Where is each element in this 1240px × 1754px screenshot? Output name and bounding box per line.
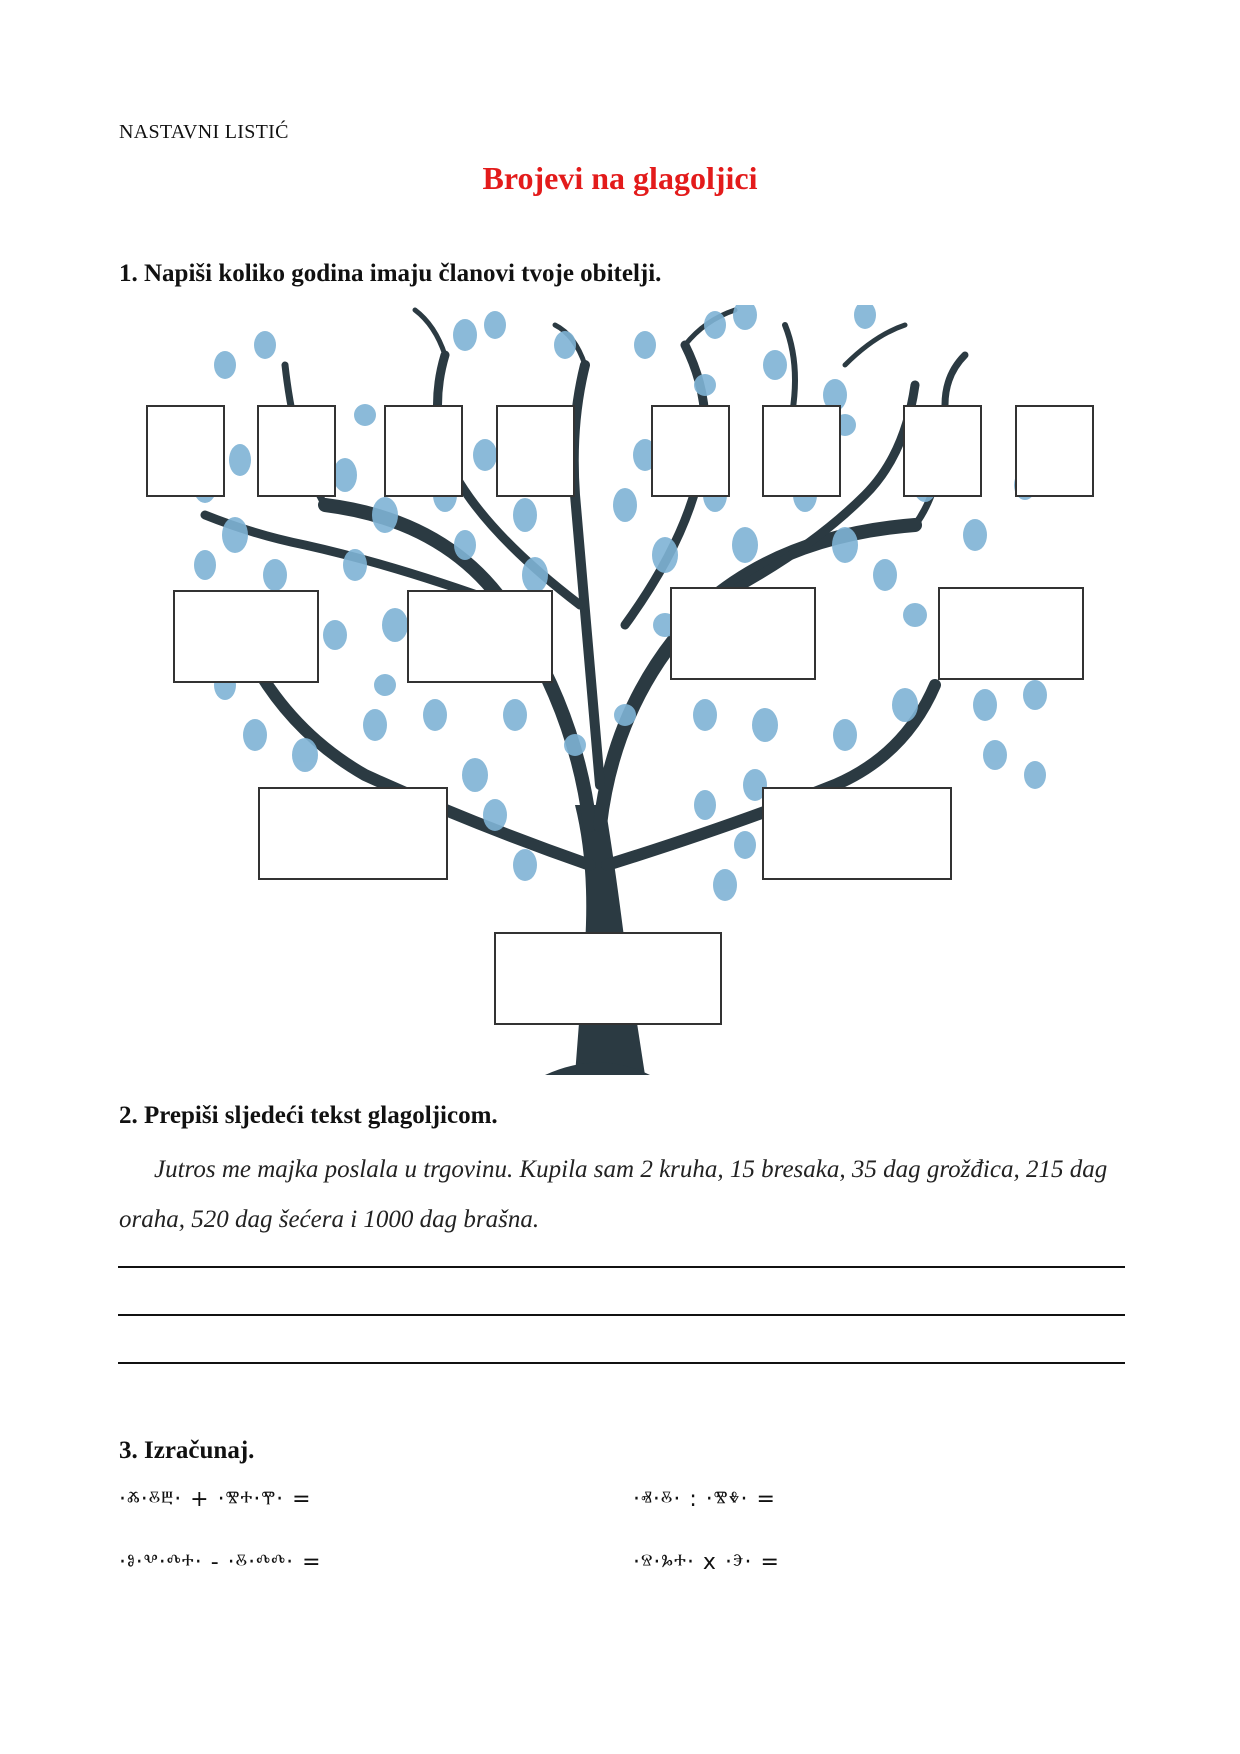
writing-line-1[interactable]: [118, 1266, 1125, 1268]
worksheet-header: NASTAVNI LISTIĆ: [119, 121, 289, 143]
question-1: 1. Napiši koliko godina imaju članovi tvoje obitelji.: [119, 260, 662, 287]
exercise-2: ·ⱏ·ⰻ· : ·ⰺⰷ· =: [633, 1487, 776, 1512]
question-2: 2. Prepiši sljedeći tekst glagoljicom.: [119, 1102, 498, 1129]
tree-box-grandparent-4[interactable]: [938, 587, 1084, 680]
question-3: 3. Izračunaj.: [119, 1437, 255, 1464]
tree-box-great-grandparent-4[interactable]: [496, 405, 575, 497]
exercise-1: ·ⰶ·ⰻⰱ· + ·ⰺⰰ·ⰹ· =: [119, 1487, 312, 1512]
tree-box-grandparent-3[interactable]: [670, 587, 816, 680]
worksheet-title: Brojevi na glagoljici: [482, 160, 758, 196]
tree-box-grandparent-1[interactable]: [173, 590, 319, 683]
exercise-4: ·ⱄ·ⰳⰰ· x ·ⰵ· =: [633, 1550, 780, 1575]
exercise-3: ·ⱁ·ⰲ·ⰴⰰ· - ·ⰻ·ⰴⰴ· =: [119, 1550, 322, 1575]
tree-box-great-grandparent-2[interactable]: [257, 405, 336, 497]
tree-box-great-grandparent-6[interactable]: [762, 405, 841, 497]
tree-box-grandparent-2[interactable]: [407, 590, 553, 683]
tree-box-child[interactable]: [494, 932, 722, 1025]
tree-box-parent-1[interactable]: [258, 787, 448, 880]
tree-box-great-grandparent-7[interactable]: [903, 405, 982, 497]
tree-box-great-grandparent-8[interactable]: [1015, 405, 1094, 497]
tree-box-parent-2[interactable]: [762, 787, 952, 880]
writing-line-3[interactable]: [118, 1362, 1125, 1364]
writing-line-2[interactable]: [118, 1314, 1125, 1316]
question-2-text: Jutros me majka poslala u trgovinu. Kupila sam 2 kruha, 15 bresaka, 35 dag grožđica, 215 dag oraha, 520 dag šećera i 1000 dag brašna.: [119, 1156, 1108, 1233]
tree-box-great-grandparent-5[interactable]: [651, 405, 730, 497]
tree-box-great-grandparent-3[interactable]: [384, 405, 463, 497]
family-tree: [145, 305, 1105, 1075]
tree-box-great-grandparent-1[interactable]: [146, 405, 225, 497]
